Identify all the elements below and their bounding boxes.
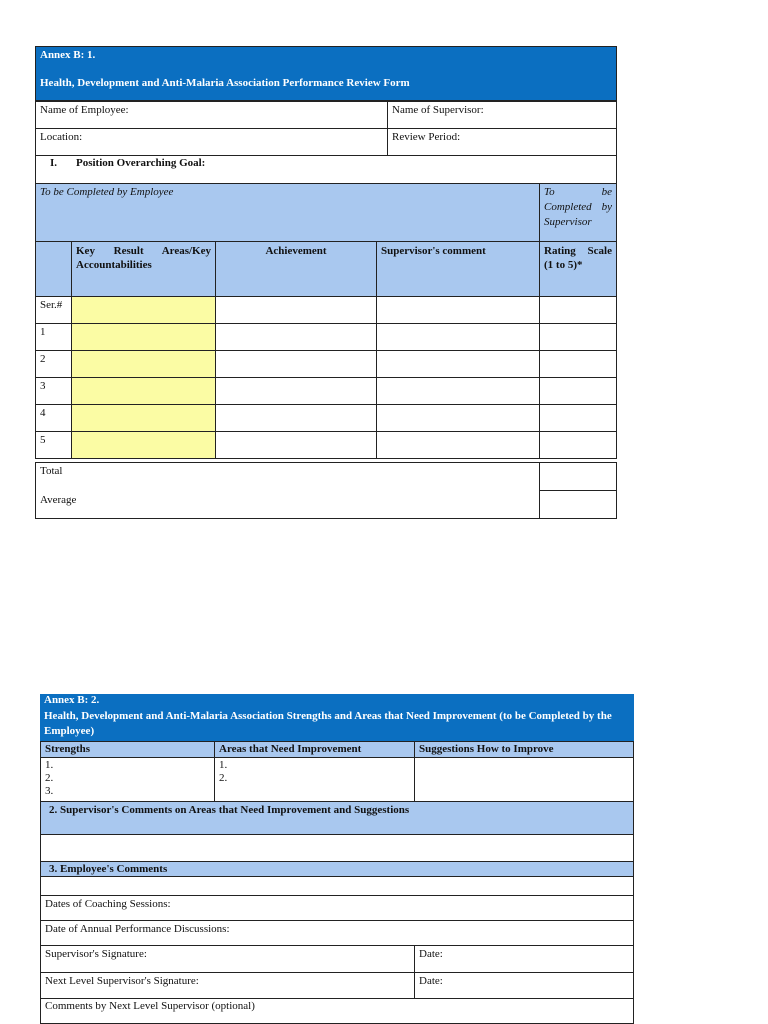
kra-cell[interactable] <box>71 377 216 405</box>
row-number: 1 <box>40 326 46 338</box>
section2-title: 2. Supervisor's Comments on Areas that Need Improvement and Suggestions <box>49 804 410 816</box>
supervisor-date-label: Date: <box>419 948 443 960</box>
rating-cell[interactable] <box>539 377 617 405</box>
header-achievement-text: Achievement <box>265 245 327 257</box>
form1-annex: Annex B: 1. <box>40 49 96 61</box>
form1-title: Health, Development and Anti-Malaria Association Performance Review Form <box>40 77 410 89</box>
comment-cell[interactable] <box>376 323 540 351</box>
header-achievement <box>215 241 377 297</box>
supervisor-signature-field[interactable] <box>40 945 415 973</box>
comment-cell[interactable] <box>376 404 540 432</box>
goal-number: I. <box>50 157 58 169</box>
total-value-cell[interactable] <box>539 462 617 491</box>
employee-section-note <box>35 183 540 242</box>
employee-name-label: Name of Employee: <box>40 104 129 116</box>
header-rating <box>539 241 617 297</box>
comment-cell[interactable] <box>376 296 540 324</box>
row-number-cell <box>35 377 72 405</box>
section3-header <box>40 861 634 877</box>
form2-header <box>40 694 634 741</box>
next-supervisor-signature-field[interactable] <box>40 972 415 999</box>
rating-cell[interactable] <box>539 296 617 324</box>
total-label: Total <box>40 465 63 477</box>
kra-cell[interactable] <box>71 350 216 378</box>
header-areas <box>214 741 415 758</box>
row-number-cell <box>35 296 72 324</box>
comment-cell[interactable] <box>376 350 540 378</box>
header-suggestions-text: Suggestions How to Improve <box>419 743 554 755</box>
comment-cell[interactable] <box>376 431 540 459</box>
supervisor-section-note <box>539 183 617 242</box>
average-label: Average <box>40 494 77 506</box>
strengths-cell[interactable] <box>40 757 215 802</box>
next-supervisor-date-field[interactable] <box>414 972 634 999</box>
supervisor-date-field[interactable] <box>414 945 634 973</box>
areas-cell[interactable] <box>214 757 415 802</box>
employee-name-field[interactable] <box>35 101 388 129</box>
achievement-cell[interactable] <box>215 323 377 351</box>
supervisor-signature-label: Supervisor's Signature: <box>45 948 147 960</box>
location-field[interactable] <box>35 128 388 156</box>
row-number: 2 <box>40 353 46 365</box>
review-period-field[interactable] <box>387 128 617 156</box>
row-number-cell <box>35 431 72 459</box>
strengths-list: 1. 2. 3. <box>45 759 54 797</box>
header-areas-text: Areas that Need Improvement <box>219 743 362 755</box>
row-number-cell <box>35 350 72 378</box>
header-rating-text: Rating Scale (1 to 5)* <box>544 245 612 271</box>
goal-label: Position Overarching Goal: <box>76 157 206 169</box>
employee-comments-field[interactable] <box>40 876 634 896</box>
header-kra-text: Key Result Areas/Key Accountabilities <box>76 245 211 271</box>
form2-annex: Annex B: 2. <box>44 694 100 706</box>
coaching-dates-label: Dates of Coaching Sessions: <box>45 898 171 910</box>
rating-cell[interactable] <box>539 350 617 378</box>
achievement-cell[interactable] <box>215 404 377 432</box>
achievement-cell[interactable] <box>215 377 377 405</box>
section3-title: 3. Employee's Comments <box>49 863 168 875</box>
achievement-cell[interactable] <box>215 296 377 324</box>
areas-list: 1. 2. <box>219 759 228 784</box>
form1-header <box>35 46 617 101</box>
employee-note-text: To be Completed by Employee <box>40 186 174 198</box>
section2-comment-field[interactable] <box>40 834 634 862</box>
annual-discussion-field[interactable] <box>40 920 634 946</box>
kra-cell[interactable] <box>71 323 216 351</box>
total-average-block <box>35 462 540 519</box>
kra-cell[interactable] <box>71 296 216 324</box>
header-blank <box>35 241 72 297</box>
row-number: 3 <box>40 380 46 392</box>
kra-cell[interactable] <box>71 431 216 459</box>
review-period-label: Review Period: <box>392 131 461 143</box>
rating-cell[interactable] <box>539 404 617 432</box>
header-strengths <box>40 741 215 758</box>
next-supervisor-comments-label: Comments by Next Level Supervisor (optional) <box>45 1000 255 1012</box>
supervisor-name-label: Name of Supervisor: <box>392 104 484 116</box>
rating-cell[interactable] <box>539 323 617 351</box>
header-strengths-text: Strengths <box>45 743 91 755</box>
header-comment-text: Supervisor's comment <box>381 245 486 257</box>
next-supervisor-date-label: Date: <box>419 975 443 987</box>
comment-cell[interactable] <box>376 377 540 405</box>
rating-cell[interactable] <box>539 431 617 459</box>
row-number-cell <box>35 404 72 432</box>
achievement-cell[interactable] <box>215 350 377 378</box>
row-number: 4 <box>40 407 46 419</box>
location-label: Location: <box>40 131 83 143</box>
next-supervisor-comments-field[interactable] <box>40 998 634 1024</box>
next-supervisor-signature-label: Next Level Supervisor's Signature: <box>45 975 199 987</box>
annual-discussion-label: Date of Annual Performance Discussions: <box>45 923 230 935</box>
row-number: Ser.# <box>40 299 63 311</box>
form2-title: Health, Development and Anti-Malaria Association Strengths and Areas that Need Improvement (to be Completed by the Employee) <box>44 710 612 737</box>
suggestions-cell[interactable] <box>414 757 634 802</box>
header-kra <box>71 241 216 297</box>
supervisor-name-field[interactable] <box>387 101 617 129</box>
section2-header <box>40 801 634 835</box>
supervisor-note-text: To be Completed by Supervisor <box>544 186 612 228</box>
coaching-dates-field[interactable] <box>40 895 634 921</box>
average-value-cell[interactable] <box>539 490 617 519</box>
kra-cell[interactable] <box>71 404 216 432</box>
row-number-cell <box>35 323 72 351</box>
achievement-cell[interactable] <box>215 431 377 459</box>
header-suggestions <box>414 741 634 758</box>
header-comment <box>376 241 540 297</box>
row-number: 5 <box>40 434 46 446</box>
goal-row[interactable] <box>35 155 617 184</box>
